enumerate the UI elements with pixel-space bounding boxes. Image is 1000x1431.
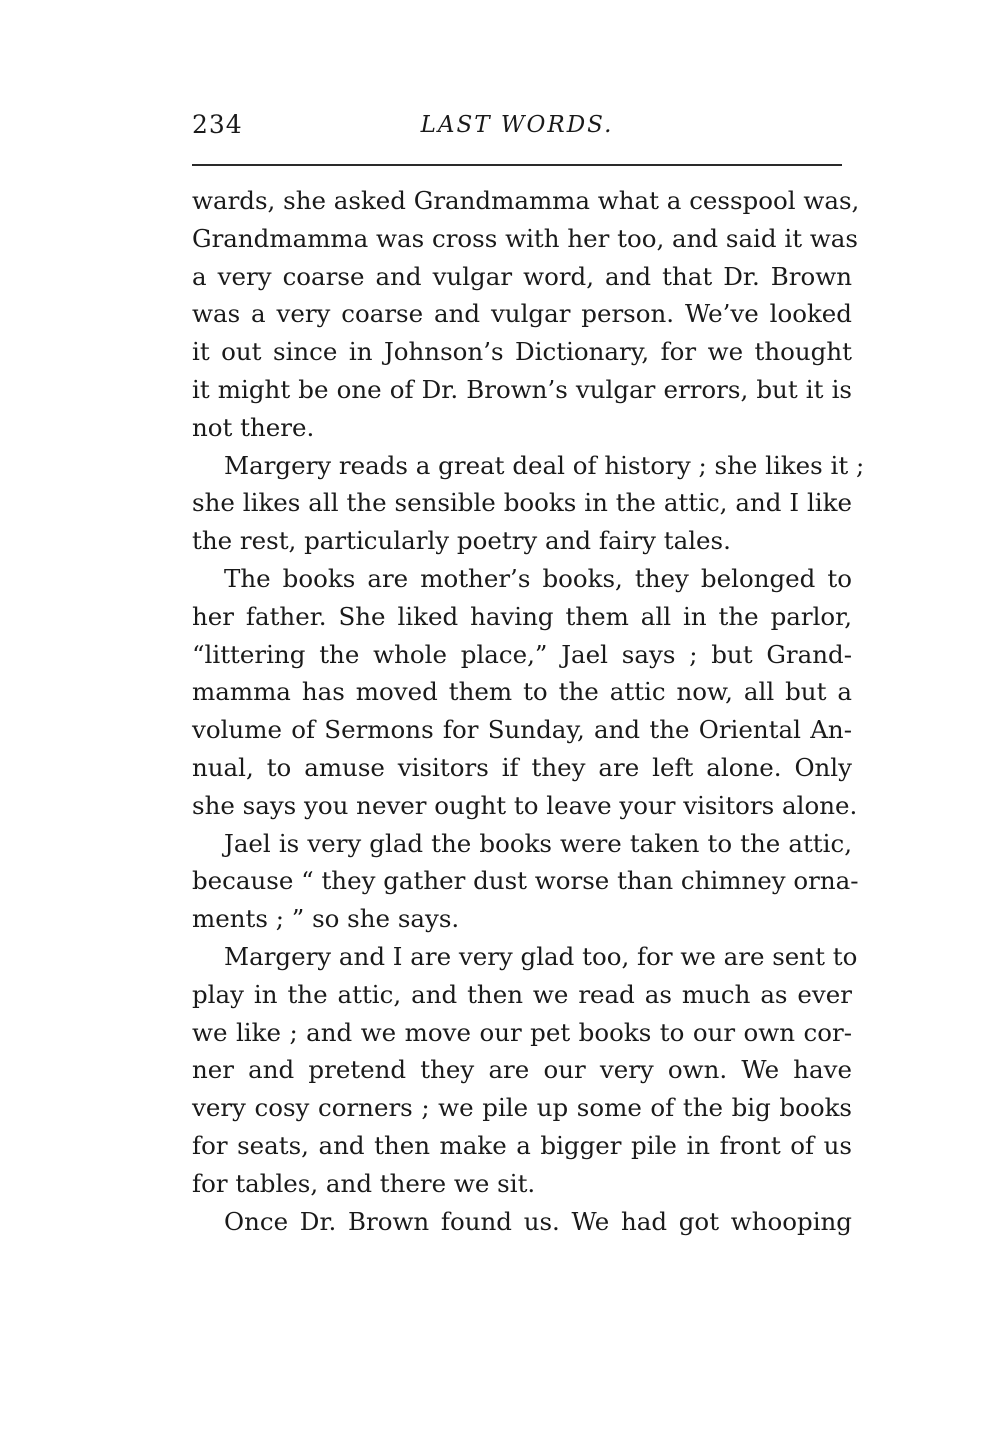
text-line: her father. She liked having them all in the parlor, [192,601,852,631]
text-line: very cosy corners ; we pile up some of the big books [192,1093,852,1123]
text-line: Jael is very glad the books were taken to the attic, [224,828,852,858]
text-line: it out since in Johnson’s Dictionary, for we thought [192,337,852,367]
text-line: a very coarse and vulgar word, and that Dr. Brown [192,261,852,291]
text-line: “littering the whole place,” Jael says ; but Grand- [192,639,852,669]
text-line: because “ they gather dust worse than chimney orna- [192,866,859,896]
text-line: Margery reads a great deal of history ; she likes it ; [224,450,865,480]
text-line: she says you never ought to leave your visitors alone. [192,790,858,820]
running-title: LAST WORDS. [420,112,614,138]
text-line: ments ; ” so she says. [192,904,460,934]
header-rule [192,164,842,166]
text-line: we like ; and we move our pet books to our own cor- [192,1017,852,1047]
body-text [192,182,865,1240]
text-line: wards, she asked Grandmamma what a cesspool was, [192,186,860,215]
text-line: was a very coarse and vulgar person. We’ve looked [192,299,852,329]
text-line: nual, to amuse visitors if they are left alone. Only [192,752,852,782]
text-line: it might be one of Dr. Brown’s vulgar errors, but it is [192,374,852,404]
text-line: volume of Sermons for Sunday, and the Oriental An- [192,715,852,745]
text-line: ner and pretend they are our very own. We have [192,1055,852,1085]
text-line: she likes all the sensible books in the attic, and I like [192,488,852,518]
text-line: for seats, and then make a bigger pile in front of us [192,1130,852,1160]
running-header [192,110,842,150]
text-line: Margery and I are very glad too, for we are sent to [224,941,858,971]
text-line: The books are mother’s books, they belonged to [224,563,852,593]
text-line: for tables, and there we sit. [192,1168,536,1198]
text-line: Once Dr. Brown found us. We had got whooping [224,1206,852,1236]
text-line: play in the attic, and then we read as much as ever [192,979,852,1009]
text-line: the rest, particularly poetry and fairy tales. [192,526,731,556]
page-number: 234 [192,110,243,139]
text-line: not there. [192,412,315,442]
text-line: mamma has moved them to the attic now, all but a [192,677,852,707]
text-line: Grandmamma was cross with her too, and said it was [192,223,858,253]
